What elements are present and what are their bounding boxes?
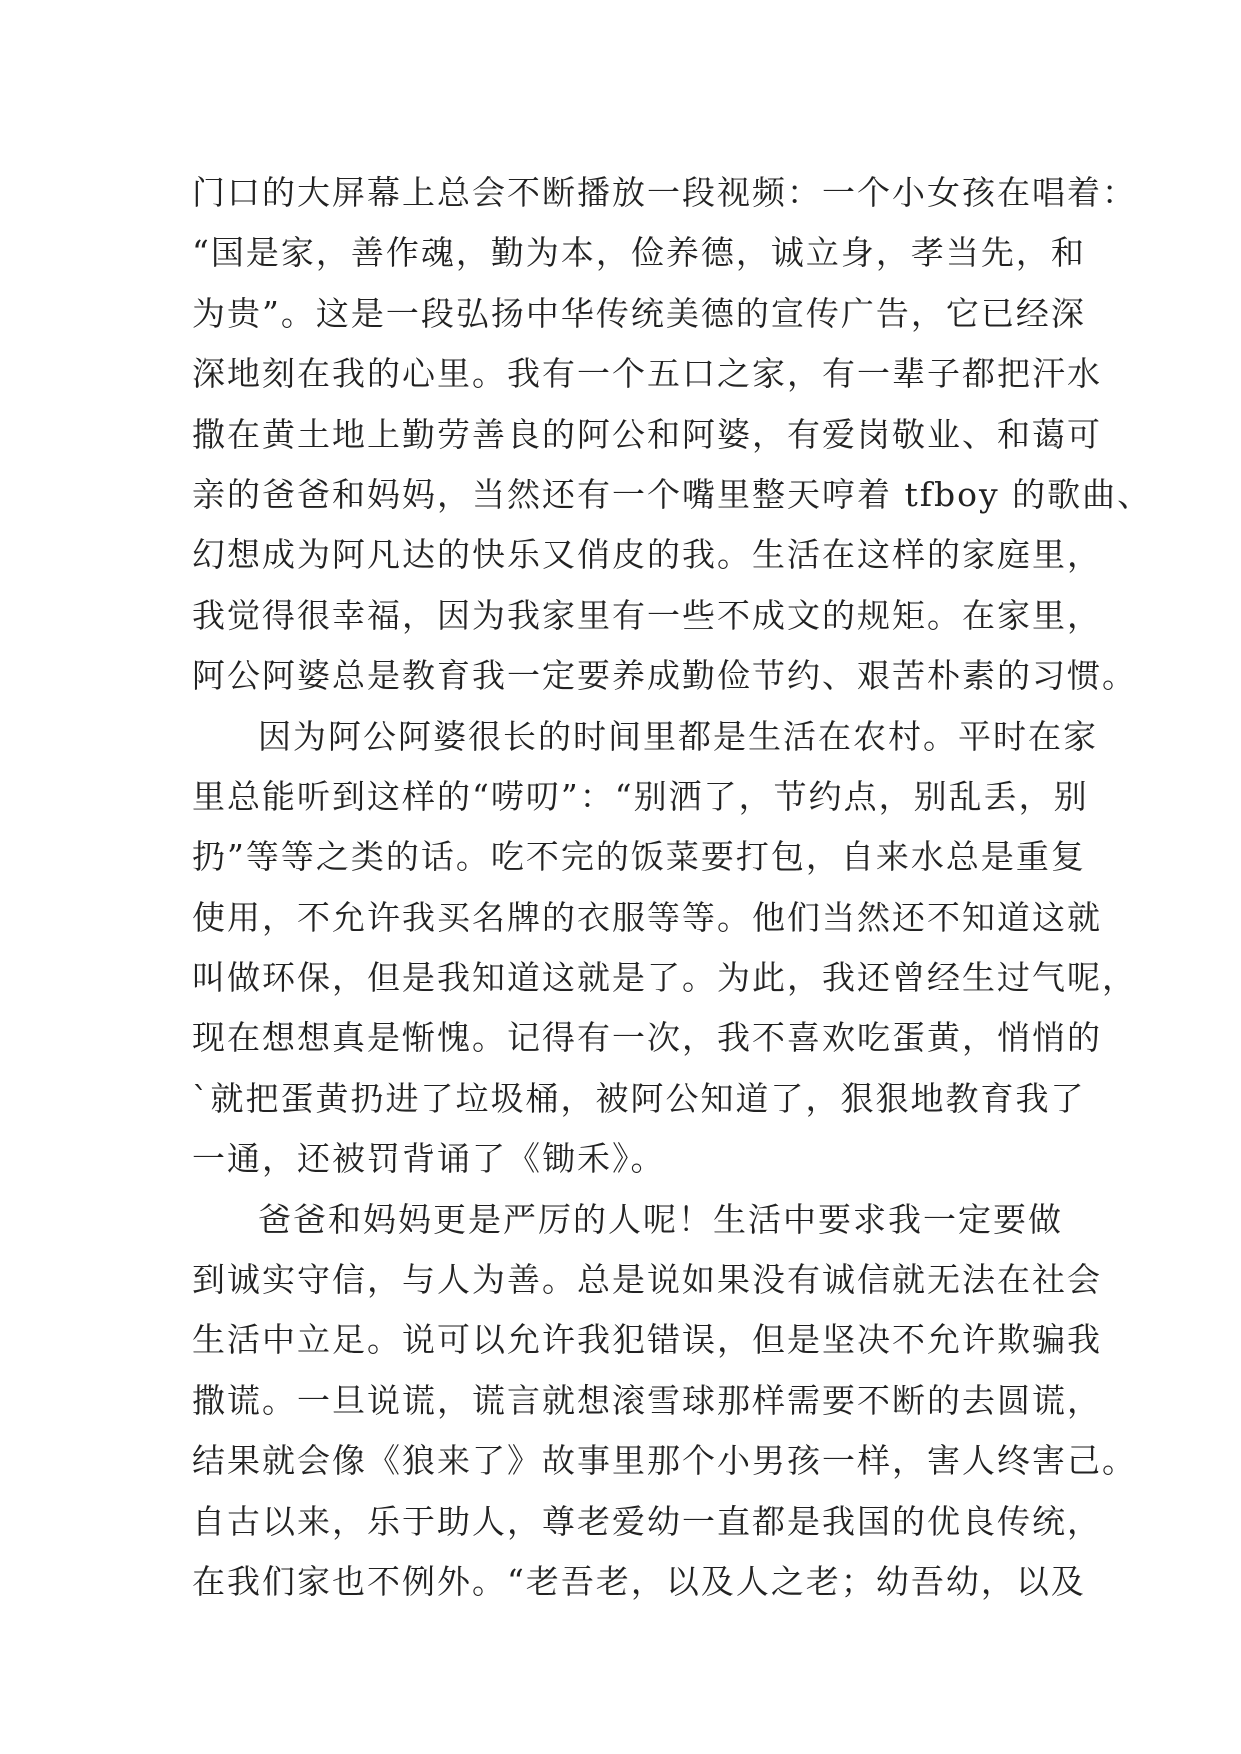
text-line: 自古以来，乐于助人，尊老爱幼一直都是我国的优良传统，: [192, 1501, 1102, 1541]
text-line: 为贵”。这是一段弘扬中华传统美德的宣传广告，它已经深: [192, 293, 1086, 333]
text-line: 结果就会像《狼来了》故事里那个小男孩一样，害人终害己。: [192, 1441, 1137, 1481]
text-line: “国是家，善作魂，勤为本，俭养德，诚立身，孝当先，和: [192, 233, 1086, 273]
text-line: 亲的爸爸和妈妈，当然还有一个嘴里整天哼着 tfboy 的歌曲、: [192, 474, 1153, 514]
text-line: 里总能听到这样的“唠叨”：“别洒了，节约点，别乱丢，别: [192, 776, 1089, 816]
text-line: 到诚实守信，与人为善。总是说如果没有诚信就无法在社会: [192, 1260, 1102, 1300]
text-line: 现在想想真是惭愧。记得有一次，我不喜欢吃蛋黄，悄悄的: [192, 1018, 1102, 1058]
text-line: 幻想成为阿凡达的快乐又俏皮的我。生活在这样的家庭里，: [192, 535, 1102, 575]
text-line: 阿公阿婆总是教育我一定要养成勤俭节约、艰苦朴素的习惯。: [192, 656, 1137, 696]
text-line: 生活中立足。说可以允许我犯错误，但是坚决不允许欺骗我: [192, 1320, 1102, 1360]
text-line: 撒谎。一旦说谎，谎言就想滚雪球那样需要不断的去圆谎，: [192, 1380, 1102, 1420]
text-line: 一通，还被罚背诵了《锄禾》。: [192, 1139, 666, 1179]
text-line: 我觉得很幸福，因为我家里有一些不成文的规矩。在家里，: [192, 595, 1102, 635]
text-line: 在我们家也不例外。“老吾老，以及人之老；幼吾幼，以及: [192, 1561, 1086, 1601]
essay-body: [192, 163, 1153, 1612]
text-line: 叫做环保，但是我知道这就是了。为此，我还曾经生过气呢，: [192, 958, 1137, 998]
paragraph-start-line: 因为阿公阿婆很长的时间里都是生活在农村。平时在家: [258, 716, 1098, 756]
text-line: 深地刻在我的心里。我有一个五口之家，有一辈子都把汗水: [192, 354, 1102, 394]
text-line: 使用，不允许我买名牌的衣服等等。他们当然还不知道这就: [192, 897, 1102, 937]
text-line: `就把蛋黄扔进了垃圾桶，被阿公知道了，狠狠地教育我了: [192, 1078, 1086, 1118]
text-line: 门口的大屏幕上总会不断播放一段视频：一个小女孩在唱着：: [192, 173, 1137, 212]
paragraph-start-line: 爸爸和妈妈更是严厉的人呢！生活中要求我一定要做: [258, 1199, 1063, 1239]
text-line: 撒在黄土地上勤劳善良的阿公和阿婆，有爱岗敬业、和蔼可: [192, 414, 1102, 454]
text-line: 扔”等等之类的话。吃不完的饭菜要打包，自来水总是重复: [192, 837, 1086, 877]
